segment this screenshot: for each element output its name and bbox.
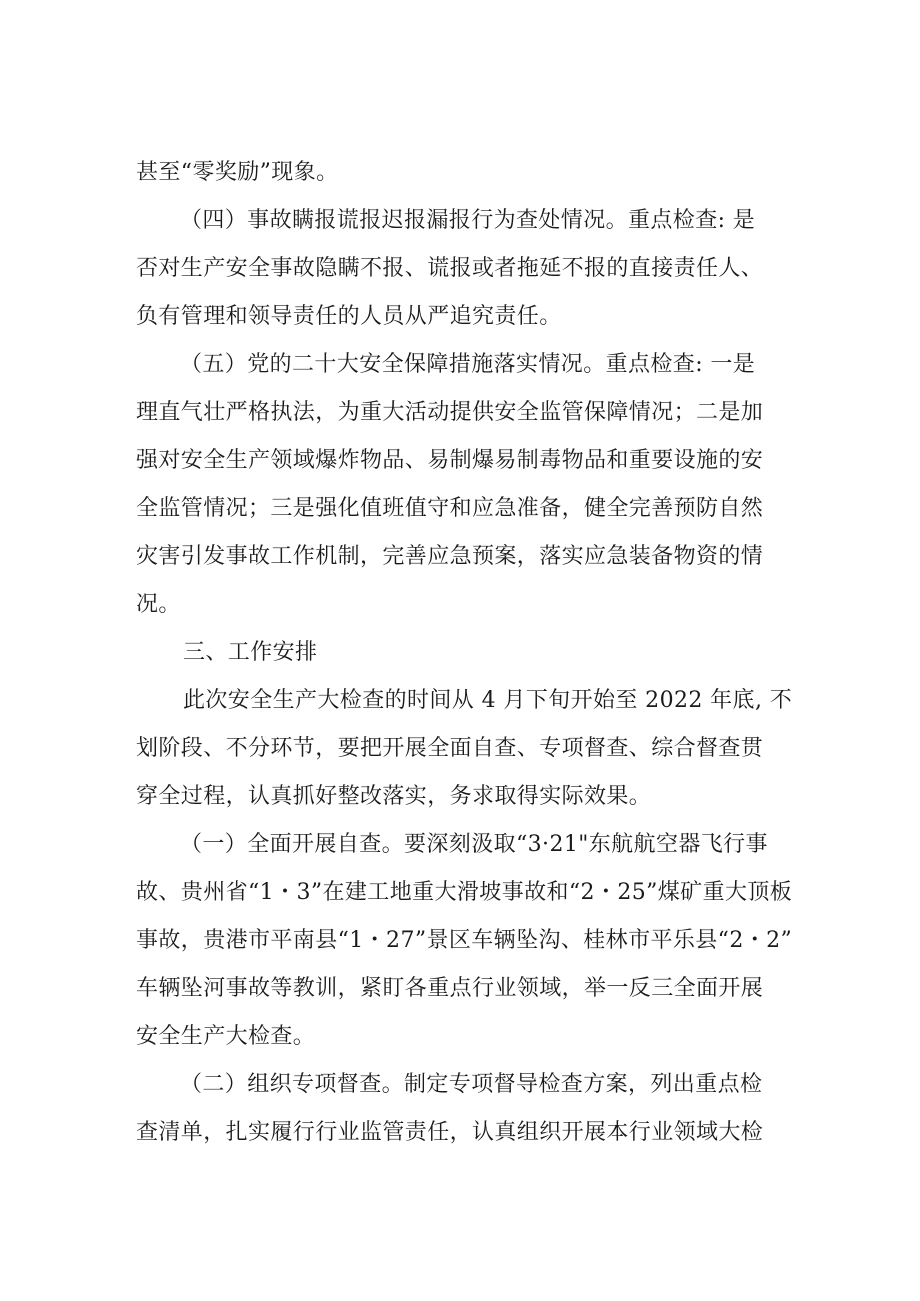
text-line-6: 理直气壮严格执法，为重大活动提供安全监管保障情况；二是加 — [136, 400, 764, 425]
text-line-4: 负有管理和领导责任的人员从严追究责任。 — [136, 304, 562, 329]
text-line-9: 灾害引发事故工作机制，完善应急预案，落实应急装备物资的情 — [136, 544, 764, 569]
text-line-2: （四）事故瞒报谎报迟报漏报行为查处情况。重点检查: 是 — [180, 208, 756, 233]
text-line-7: 强对安全生产领域爆炸物品、易制爆易制毒物品和重要设施的安 — [136, 448, 764, 473]
text-line-13: 划阶段、不分环节，要把开展全面自查、专项督查、综合督查贯 — [136, 736, 764, 761]
text-line-10: 况。 — [136, 592, 181, 617]
text-line-19: 安全生产大检查。 — [136, 1024, 316, 1049]
text-line-21: 查清单，扎实履行行业监管责任，认真组织开展本行业领域大检 — [136, 1120, 764, 1145]
text-line-1: 甚至“零奖励”现象。 — [136, 160, 339, 185]
text-line-14: 穿全过程，认真抓好整改落实，务求取得实际效果。 — [136, 784, 652, 809]
text-line-16: 故、贵州省“1・3”在建工地重大滑坡事故和“2・25”煤矿重大顶板 — [136, 880, 793, 905]
text-line-18: 车辆坠河事故等教训，紧盯各重点行业领域，举一反三全面开展 — [136, 976, 764, 1001]
section-heading: 三、工作安排 — [183, 640, 318, 665]
text-line-3: 否对生产安全事故隐瞒不报、谎报或者拖延不报的直接责任人、 — [136, 256, 764, 281]
text-line-5: （五）党的二十大安全保障措施落实情况。重点检查: 一是 — [180, 352, 756, 377]
text-line-12: 此次安全生产大检查的时间从 4 月下旬开始至 2022 年底, 不 — [183, 688, 793, 713]
text-line-17: 事故，贵港市平南县“1・27”景区车辆坠沟、桂林市平乐县“2・2” — [136, 928, 793, 953]
text-line-20: （二）组织专项督查。制定专项督导检查方案，列出重点检 — [180, 1072, 763, 1097]
text-line-15: （一）全面开展自查。要深刻汲取“3·21"东航航空器飞行事 — [180, 832, 768, 857]
text-line-8: 全监管情况；三是强化值班值守和应急准备，健全完善预防自然 — [136, 496, 764, 521]
